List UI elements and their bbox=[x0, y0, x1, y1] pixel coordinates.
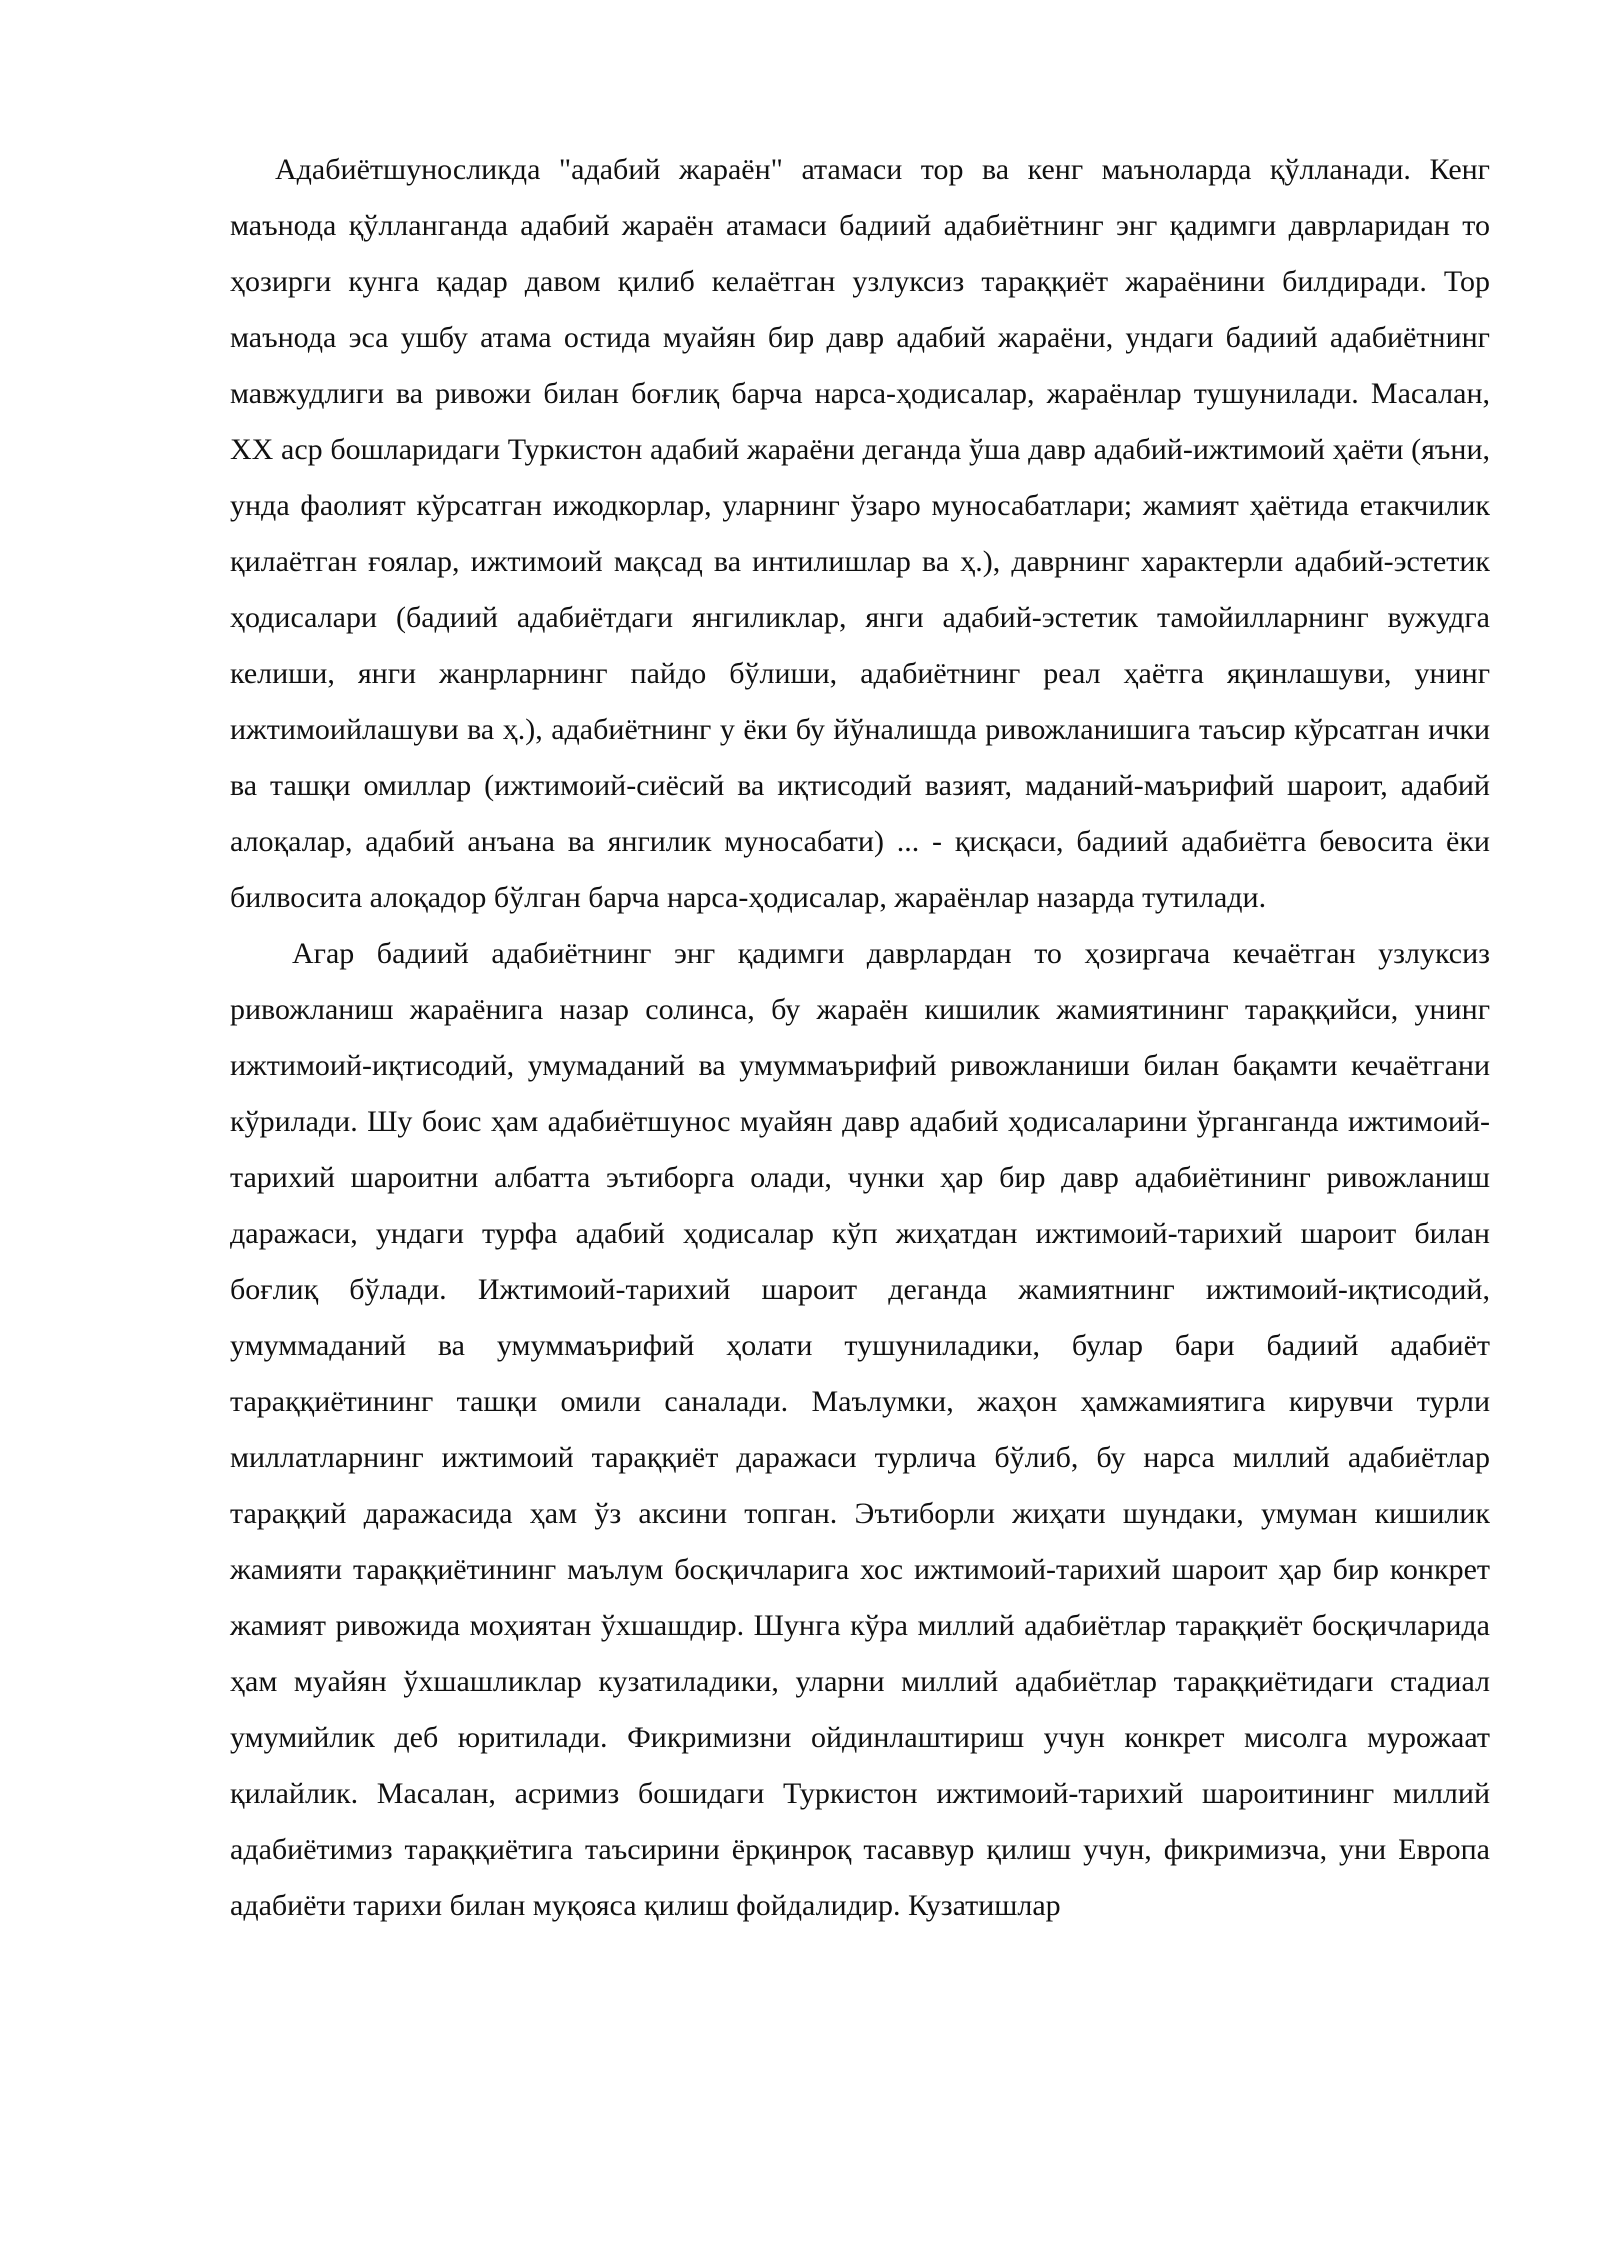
paragraph-2: Агар бадиий адабиётнинг энг қадимги даврлардан то ҳозиргача кечаётган узлуксиз ривожланиш жараёнига назар солинса, бу жараён кишилик жамиятининг тараққийси, унинг ижтимоий-иқтисодий, умумаданий ва умуммаърифий ривожланиши билан бақамти кечаётгани кўрилади. Шу боис ҳам адабиётшунос муайян давр адабий ҳодисаларини ўрганганда ижтимоий-тарихий шароитни албатта эътиборга олади, чунки ҳар бир давр адабиётининг ривожланиш даражаси, ундаги турфа адабий ҳодисалар кўп жиҳатдан ижтимоий-тарихий шароит билан боғлиқ бўлади. Ижтимоий-тарихий шароит деганда жамиятнинг ижтимоий-иқтисодий, умуммаданий ва умуммаърифий ҳолати тушуниладики, булар бари бадиий адабиёт тараққиётининг ташқи омили саналади. Маълумки, жаҳон ҳамжамиятига кирувчи турли миллатларнинг ижтимоий тараққиёт даражаси турлича бўлиб, бу нарса миллий адабиётлар тараққий даражасида ҳам ўз аксини топган. Эътиборли жиҳати шундаки, умуман кишилик жамияти тараққиётининг маълум босқичларига хос ижтимоий-тарихий шароит ҳар бир конкрет жамият ривожида моҳиятан ўхшашдир. Шунга кўра миллий адабиётлар тараққиёт босқичларида ҳам муайян ўхшашликлар кузатиладики, уларни миллий адабиётлар тараққиётидаги стадиал умумийлик деб юритилади. Фикримизни ойдинлаштириш учун конкрет мисолга мурожаат қилайлик. Масалан, асримиз бошидаги Туркистон ижтимоий-тарихий шароитининг миллий адабиётимиз тараққиётига таъсирини ёрқинроқ тасаввур қилиш учун, фикримизча, уни Европа адабиёти тарихи билан муқояса қилиш фойдалидир. Кузатишлар bbox=[230, 937, 1490, 1922]
paragraph-1: Адабиётшуносликда "адабий жараён" атамаси тор ва кенг маъноларда қўлланади. Кенг маънода қўлланганда адабий жараён атамаси бадиий адабиётнинг энг қадимги даврларидан то ҳозирги кунга қадар давом қилиб келаётган узлуксиз тараққиёт жараёнини билдиради. Тор маънода эса ушбу атама остида муайян бир давр адабий жараёни, ундаги бадиий адабиётнинг мавжудлиги ва ривожи билан боғлиқ барча нарса-ҳодисалар, жараёнлар тушунилади. Масалан, XX аср бошларидаги Туркистон адабий жараёни деганда ўша давр адабий-ижтимоий ҳаёти (яъни, унда фаолият кўрсатган ижодкорлар, уларнинг ўзаро муносабатлари; жамият ҳаётида етакчилик қилаётган ғоялар, ижтимоий мақсад ва интилишлар ва ҳ.), даврнинг характерли адабий-эстетик ҳодисалари (бадиий адабиётдаги янгиликлар, янги адабий-эстетик тамойилларнинг вужудга келиши, янги жанрларнинг пайдо бўлиши, адабиётнинг реал ҳаётга яқинлашуви, унинг ижтимоийлашуви ва ҳ.), адабиётнинг у ёки бу йўналишда ривожланишига таъсир кўрсатган ички ва ташқи омиллар (ижтимоий-сиёсий ва иқтисодий вазият, маданий-маърифий шароит, адабий алоқалар, адабий анъана ва янгилик муносабати) ... - қисқаси, бадиий адабиётга бевосита ёки билвосита алоқадор бўлган барча нарса-ҳодисалар, жараёнлар назарда тутилади. bbox=[230, 153, 1490, 914]
document-body bbox=[230, 142, 1490, 1934]
